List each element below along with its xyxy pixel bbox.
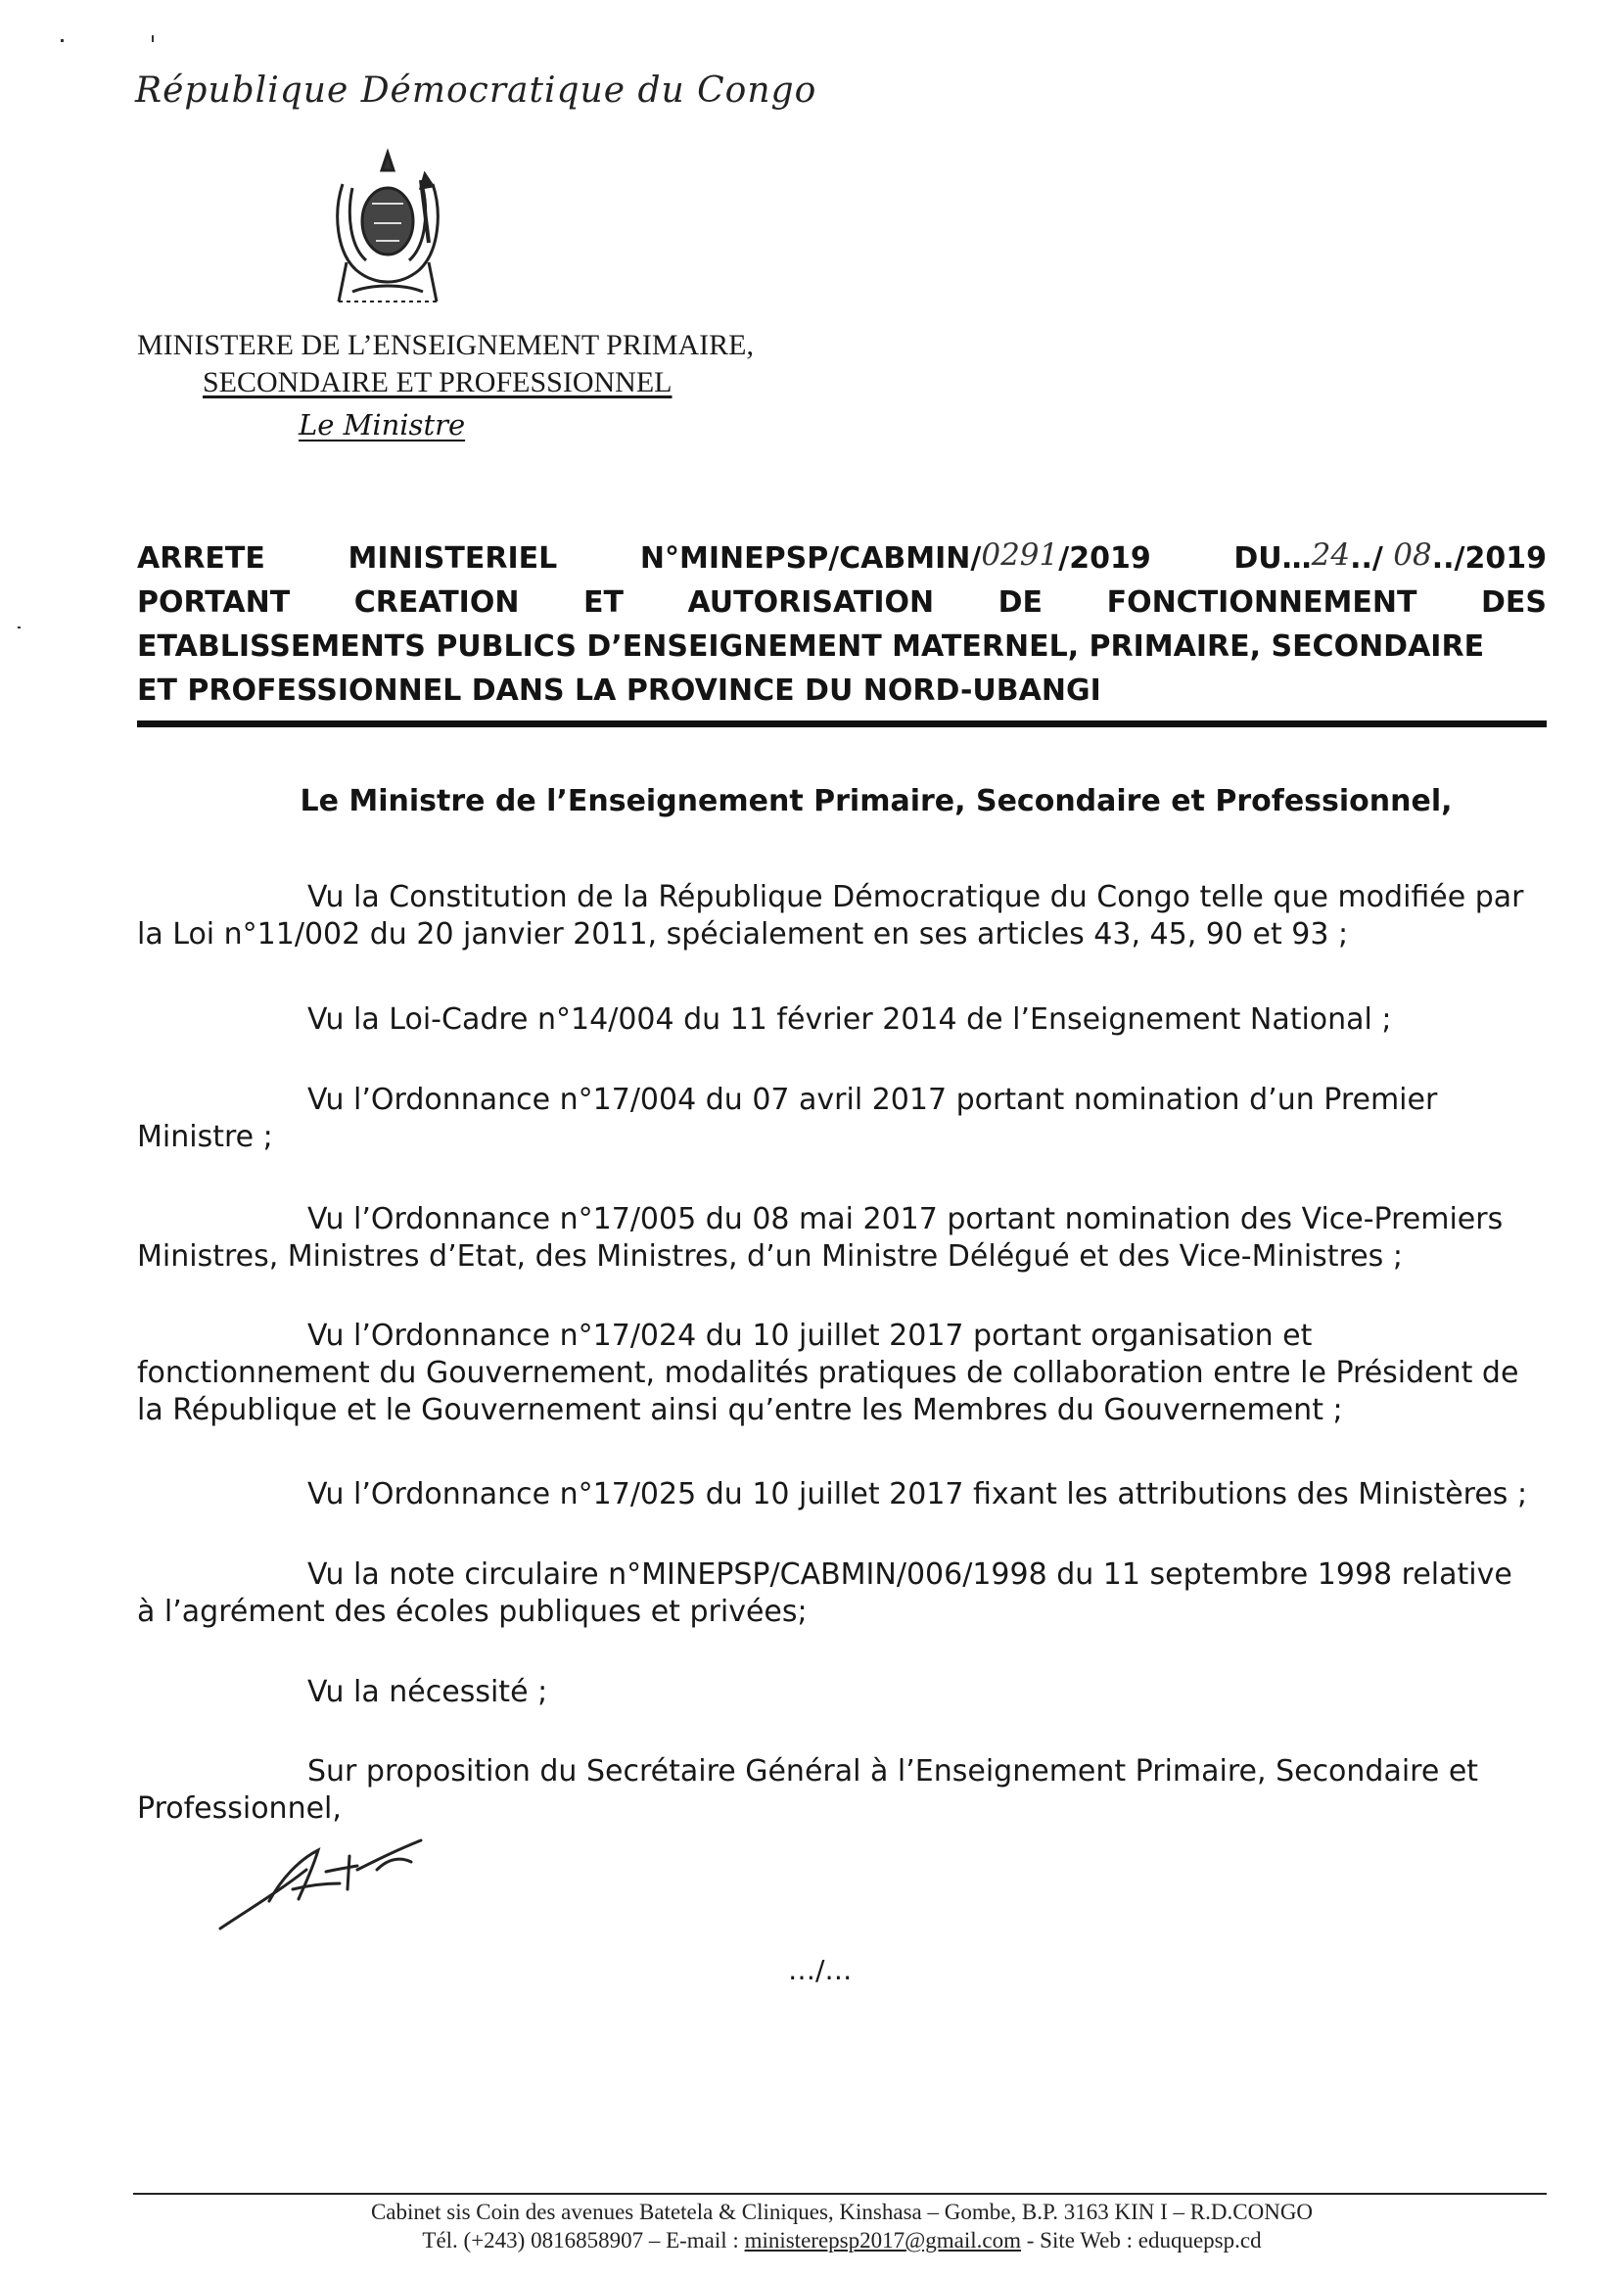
- decree-date: DU…24../ 08../2019: [1233, 537, 1547, 576]
- footer-email-link[interactable]: ministerepsp2017@gmail.com: [744, 2228, 1022, 2253]
- footer-contact: [137, 2228, 1547, 2253]
- title-word: DE: [998, 585, 1044, 620]
- preamble-heading: Le Ministre de l’Enseignement Primaire, Secondaire et Professionnel,: [300, 784, 1453, 818]
- decree-title: [137, 536, 1547, 713]
- scan-speck: [18, 627, 21, 628]
- visa-line: Vu l’Ordonnance n°17/004 du 07 avril 2017 portant nomination d’un Premier: [307, 1083, 1438, 1117]
- handwritten-number: 0291: [981, 537, 1059, 573]
- visa-line: la République et le Gouvernement ainsi qu’entre les Membres du Gouvernement ;: [137, 1393, 1343, 1427]
- visa-line: Ministre ;: [137, 1120, 273, 1154]
- visa-note-circulaire: [137, 1556, 1547, 1631]
- visa-ordonnance-17-024: [137, 1318, 1547, 1429]
- visa-line: Sur proposition du Secrétaire Général à l’Enseignement Primaire, Secondaire et: [307, 1754, 1479, 1788]
- title-word: MINISTERIEL: [348, 541, 558, 576]
- title-word: ET: [582, 585, 624, 620]
- visa-ordonnance-17-005: [137, 1201, 1547, 1276]
- footer-website: - Site Web : eduquepsp.cd: [1021, 2228, 1262, 2253]
- visa-line: Vu la nécessité ;: [307, 1675, 548, 1709]
- visa-proposition: [137, 1753, 1547, 1828]
- visa-ordonnance-17-025: [137, 1476, 1547, 1513]
- handwritten-month: 08: [1393, 537, 1432, 573]
- title-word: AUTORISATION: [687, 585, 935, 620]
- visa-line: Vu l’Ordonnance n°17/005 du 08 mai 2017 portant nomination des Vice-Premiers: [307, 1202, 1504, 1236]
- scan-speck: [61, 39, 64, 42]
- decree-number-year: /2019: [1058, 541, 1151, 576]
- date-year: /2019: [1454, 541, 1547, 576]
- title-divider: [137, 720, 1547, 727]
- footer-divider: [133, 2193, 1547, 2195]
- decree-number: [640, 536, 1151, 581]
- decree-title-line3: ETABLISSEMENTS PUBLICS D’ENSEIGNEMENT MATERNEL, PRIMAIRE, SECONDAIRE: [137, 629, 1485, 664]
- visa-line: à l’agrément des écoles publiques et privées;: [137, 1595, 808, 1629]
- footer-phone: Tél. (+243) 0816858907 – E-mail :: [422, 2228, 745, 2253]
- title-word: CREATION: [353, 585, 520, 620]
- visa-loi-cadre: [137, 1001, 1547, 1039]
- title-word: PORTANT: [137, 585, 291, 620]
- visa-necessite: [137, 1674, 1547, 1711]
- minister-script-label: Le Ministre: [299, 408, 466, 441]
- decree-title-line4: ET PROFESSIONNEL DANS LA PROVINCE DU NORD-UBANGI: [137, 674, 1101, 708]
- date-prefix: DU: [1233, 541, 1282, 576]
- title-word: FONCTIONNEMENT: [1106, 585, 1417, 620]
- visa-constitution: [137, 879, 1547, 953]
- visa-line: fonctionnement du Gouvernement, modalités pratiques de collaboration entre le Président de: [137, 1356, 1519, 1390]
- handwritten-initials: [210, 1831, 455, 1938]
- visa-line: Vu l’Ordonnance n°17/024 du 10 juillet 2017 portant organisation et: [307, 1319, 1313, 1353]
- country-heading: République Démocratique du Congo: [135, 70, 817, 111]
- visa-ordonnance-17-004: [137, 1082, 1547, 1156]
- visa-line: Ministres, Ministres d’Etat, des Ministres, d’un Ministre Délégué et des Vice-Ministres ;: [137, 1239, 1403, 1274]
- visa-line: Vu l’Ordonnance n°17/025 du 10 juillet 2017 fixant les attributions des Ministères ;: [307, 1477, 1528, 1511]
- ministry-name-line2: SECONDAIRE ET PROFESSIONNEL: [203, 366, 673, 398]
- decree-title-line1: [137, 536, 1547, 581]
- title-word: DES: [1480, 585, 1547, 620]
- handwritten-day: 24: [1311, 537, 1351, 573]
- visa-line: Vu la note circulaire n°MINEPSP/CABMIN/006/1998 du 11 septembre 1998 relative: [307, 1557, 1512, 1592]
- decree-number-prefix: N°MINEPSP/CABMIN/: [639, 541, 982, 576]
- visa-line: Vu la Loi-Cadre n°14/004 du 11 février 2014 de l’Enseignement National ;: [307, 1002, 1392, 1037]
- coat-of-arms-emblem: [323, 145, 452, 317]
- page-continuation: …/…: [788, 1954, 853, 1986]
- decree-title-line2: [137, 581, 1547, 625]
- visa-line: Professionnel,: [137, 1791, 342, 1826]
- visa-line: la Loi n°11/002 du 20 janvier 2011, spécialement en ses articles 43, 45, 90 et 93 ;: [137, 917, 1349, 952]
- scan-speck: [152, 35, 154, 42]
- title-word: ARRETE: [137, 541, 265, 576]
- ministry-name-line1: MINISTERE DE L’ENSEIGNEMENT PRIMAIRE,: [137, 329, 754, 361]
- visa-line: Vu la Constitution de la République Démocratique du Congo telle que modifiée par: [307, 880, 1524, 914]
- footer-address: Cabinet sis Coin des avenues Batetela & Cliniques, Kinshasa – Gombe, B.P. 3163 KIN I – R.D.CONGO: [370, 2200, 1314, 2224]
